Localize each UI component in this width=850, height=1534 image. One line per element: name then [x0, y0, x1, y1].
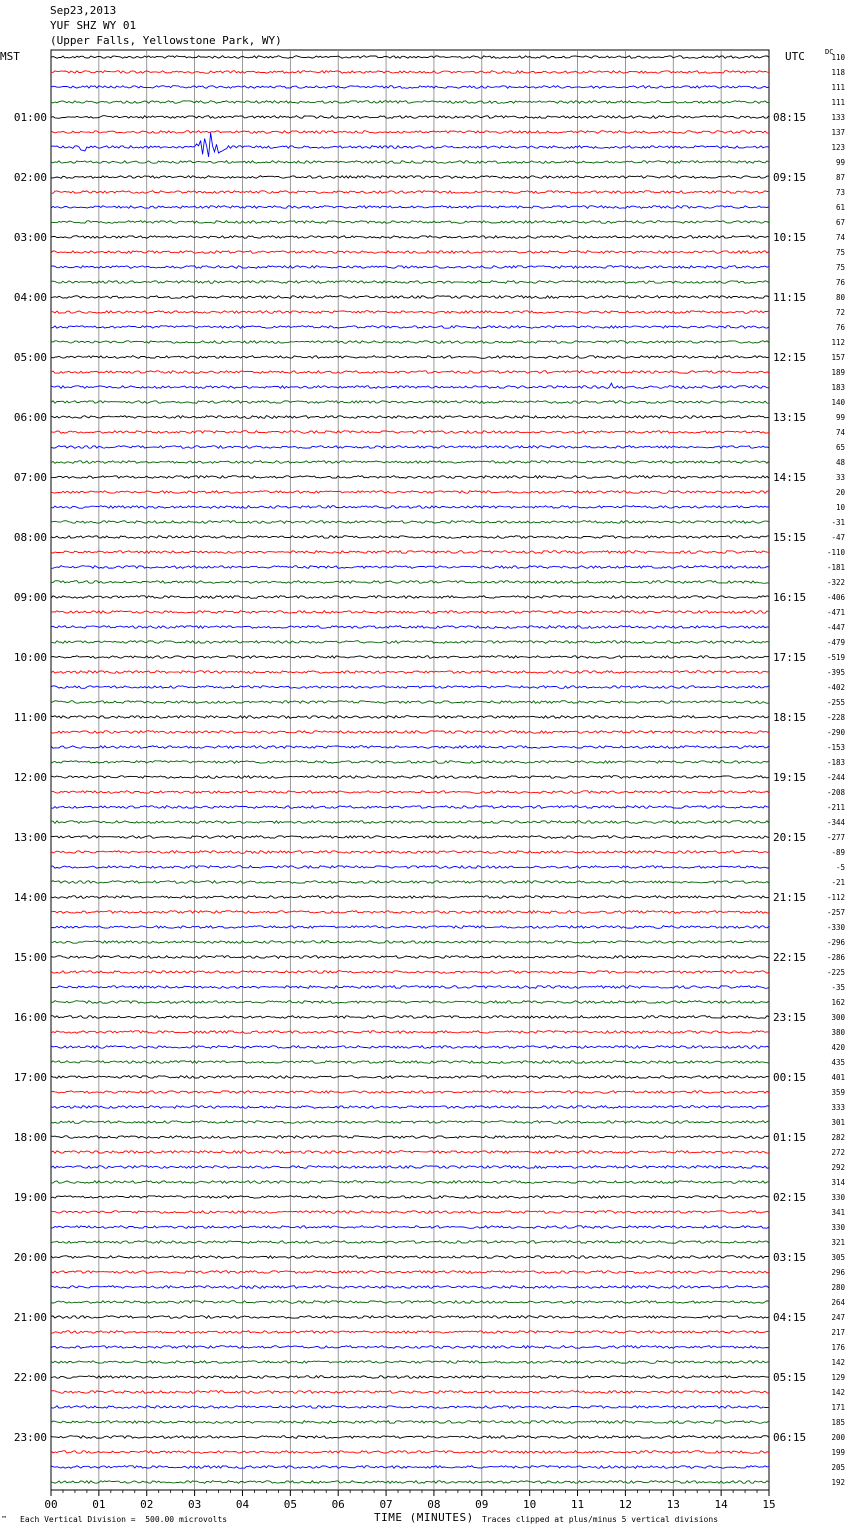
dc-offset-value: 137 — [831, 128, 845, 137]
dc-offset-value: 305 — [831, 1253, 845, 1262]
utc-hour-label: 04:15 — [773, 1311, 807, 1324]
trace-line — [51, 476, 769, 479]
trace-line — [51, 641, 769, 644]
trace-line — [51, 656, 769, 659]
trace-line — [51, 1091, 769, 1094]
dc-offset-header: DC — [825, 48, 834, 56]
trace-line — [51, 836, 769, 839]
local-hour-label: 11:00 — [13, 711, 47, 724]
dc-offset-value: -277 — [826, 833, 845, 842]
trace-line — [51, 1106, 769, 1109]
trace-line — [51, 506, 769, 509]
dc-offset-value: 61 — [835, 203, 845, 212]
dc-offset-value: 247 — [831, 1313, 845, 1322]
trace-line — [51, 1001, 769, 1004]
trace-line — [51, 371, 769, 374]
x-tick-label: 13 — [666, 1498, 680, 1511]
trace-line — [51, 1241, 769, 1244]
trace-line — [51, 161, 769, 164]
dc-offset-value: 359 — [831, 1088, 845, 1097]
dc-offset-value: 20 — [835, 488, 845, 497]
dc-offset-value: 112 — [831, 338, 845, 347]
trace-line — [51, 1181, 769, 1184]
dc-offset-value: -395 — [826, 668, 845, 677]
trace-line — [51, 1376, 769, 1379]
trace-line — [51, 1046, 769, 1049]
dc-offset-value: 75 — [835, 248, 845, 257]
trace-line — [51, 1271, 769, 1274]
logo-mark: ™ — [2, 1515, 7, 1523]
trace-line — [51, 71, 769, 74]
dc-offset-value: 296 — [831, 1268, 845, 1277]
dc-offset-value: -344 — [826, 818, 845, 827]
dc-offset-value: 140 — [831, 398, 845, 407]
dc-offset-value: 280 — [831, 1283, 845, 1292]
trace-line — [51, 236, 769, 239]
trace-line — [51, 281, 769, 284]
local-hour-label: 09:00 — [13, 591, 47, 604]
local-hour-label: 03:00 — [13, 231, 47, 244]
dc-offset-value: -290 — [826, 728, 845, 737]
dc-offset-value: 420 — [831, 1043, 845, 1052]
dc-offset-value: 282 — [831, 1133, 845, 1142]
trace-line — [51, 1481, 769, 1484]
trace-line — [51, 461, 769, 464]
dc-offset-value: 217 — [831, 1328, 845, 1337]
dc-offset-value: -31 — [831, 518, 845, 527]
trace-line — [51, 86, 769, 89]
local-hour-label: 08:00 — [13, 531, 47, 544]
trace-line — [51, 1016, 769, 1019]
dc-offset-value: -447 — [826, 623, 845, 632]
dc-offset-value: -406 — [826, 593, 845, 602]
dc-offset-value: -257 — [826, 908, 845, 917]
local-hour-label: 16:00 — [13, 1011, 47, 1024]
utc-hour-label: 10:15 — [773, 231, 807, 244]
trace-line — [51, 1076, 769, 1079]
dc-offset-value: -211 — [826, 803, 845, 812]
utc-hour-label: 11:15 — [773, 291, 807, 304]
trace-line — [51, 1031, 769, 1034]
trace-line — [51, 356, 769, 359]
dc-offset-value: 200 — [831, 1433, 845, 1442]
x-tick-label: 04 — [235, 1498, 250, 1511]
dc-offset-value: -286 — [826, 953, 845, 962]
local-hour-label: 02:00 — [13, 171, 47, 184]
dc-offset-value: 300 — [831, 1013, 845, 1022]
dc-offset-value: 192 — [831, 1478, 845, 1487]
dc-offset-value: 99 — [835, 158, 845, 167]
local-hour-label: 22:00 — [13, 1371, 47, 1384]
trace-line — [51, 311, 769, 314]
dc-offset-value: 65 — [835, 443, 845, 452]
dc-offset-value: 330 — [831, 1223, 845, 1232]
dc-offset-value: 74 — [835, 428, 845, 437]
local-hour-label: 17:00 — [13, 1071, 47, 1084]
dc-offset-value: 199 — [831, 1448, 845, 1457]
utc-hour-label: 03:15 — [773, 1251, 807, 1264]
dc-offset-value: 330 — [831, 1193, 845, 1202]
trace-line — [51, 1286, 769, 1289]
scale-note: Each Vertical Division = 500.00 microvolts — [20, 1515, 228, 1524]
dc-offset-value: 142 — [831, 1358, 845, 1367]
x-tick-label: 00 — [44, 1498, 58, 1511]
trace-line — [51, 341, 769, 344]
trace-line — [51, 866, 769, 869]
x-tick-label: 01 — [92, 1498, 106, 1511]
trace-line — [51, 326, 769, 329]
trace-line — [51, 581, 769, 584]
station-code: YUF SHZ WY 01 — [50, 19, 137, 32]
dc-offset-value: 48 — [835, 458, 845, 467]
trace-line — [51, 446, 769, 449]
local-hour-label: 05:00 — [13, 351, 47, 364]
dc-offset-value: -89 — [831, 848, 845, 857]
trace-line — [51, 383, 769, 388]
trace-line — [51, 1451, 769, 1454]
dc-offset-value: -402 — [826, 683, 845, 692]
trace-line — [51, 491, 769, 494]
local-hour-label: 04:00 — [13, 291, 47, 304]
trace-line — [51, 731, 769, 734]
utc-hour-label: 00:15 — [773, 1071, 807, 1084]
utc-hour-label: 20:15 — [773, 831, 807, 844]
dc-offset-value: 272 — [831, 1148, 845, 1157]
trace-line — [51, 1136, 769, 1139]
trace-line — [51, 101, 769, 104]
dc-offset-value: -296 — [826, 938, 845, 947]
dc-offset-value: 185 — [831, 1418, 845, 1427]
x-tick-label: 06 — [331, 1498, 345, 1511]
trace-line — [51, 806, 769, 809]
station-location: (Upper Falls, Yellowstone Park, WY) — [50, 34, 282, 47]
dc-offset-value: -255 — [826, 698, 845, 707]
dc-offset-value: 341 — [831, 1208, 845, 1217]
local-hour-label: 06:00 — [13, 411, 47, 424]
dc-offset-value: 171 — [831, 1403, 845, 1412]
trace-line — [51, 1121, 769, 1124]
x-tick-label: 05 — [283, 1498, 297, 1511]
clip-note: Traces clipped at plus/minus 5 vertical divisions — [482, 1515, 719, 1524]
local-hour-label: 01:00 — [13, 111, 47, 124]
trace-line — [51, 596, 769, 599]
dc-offset-value: 133 — [831, 113, 845, 122]
trace-line — [51, 1301, 769, 1304]
x-tick-label: 07 — [379, 1498, 393, 1511]
local-hour-label: 19:00 — [13, 1191, 47, 1204]
trace-line — [51, 1436, 769, 1439]
dc-offset-value: 72 — [835, 308, 845, 317]
trace-line — [51, 1391, 769, 1394]
trace-line — [51, 431, 769, 434]
trace-line — [51, 1316, 769, 1319]
dc-offset-value: 67 — [835, 218, 845, 227]
trace-line — [51, 133, 769, 157]
dc-offset-value: -330 — [826, 923, 845, 932]
dc-offset-value: 76 — [835, 323, 845, 332]
dc-offset-value: 314 — [831, 1178, 845, 1187]
trace-line — [51, 1151, 769, 1154]
dc-offset-value: -244 — [826, 773, 845, 782]
utc-hour-label: 02:15 — [773, 1191, 807, 1204]
local-hour-label: 18:00 — [13, 1131, 47, 1144]
local-hour-label: 12:00 — [13, 771, 47, 784]
dc-offset-value: 264 — [831, 1298, 845, 1307]
trace-line — [51, 1421, 769, 1424]
dc-offset-value: 123 — [831, 143, 845, 152]
trace-line — [51, 791, 769, 794]
dc-offset-value: 380 — [831, 1028, 845, 1037]
dc-offset-value: -479 — [826, 638, 845, 647]
trace-line — [51, 296, 769, 299]
utc-hour-label: 17:15 — [773, 651, 807, 664]
local-hour-label: 15:00 — [13, 951, 47, 964]
dc-offset-value: 183 — [831, 383, 845, 392]
dc-offset-value: -112 — [826, 893, 845, 902]
trace-line — [51, 851, 769, 854]
dc-offset-value: -471 — [826, 608, 845, 617]
x-tick-label: 03 — [187, 1498, 202, 1511]
trace-line — [51, 1256, 769, 1259]
trace-line — [51, 761, 769, 764]
local-hour-label: 20:00 — [13, 1251, 47, 1264]
dc-offset-value: 111 — [831, 83, 845, 92]
dc-offset-value: 321 — [831, 1238, 845, 1247]
trace-line — [51, 1406, 769, 1409]
utc-hour-label: 23:15 — [773, 1011, 807, 1024]
trace-line — [51, 1331, 769, 1334]
trace-line — [51, 776, 769, 779]
utc-hour-label: 13:15 — [773, 411, 807, 424]
dc-offset-value: 435 — [831, 1058, 845, 1067]
utc-hour-label: 21:15 — [773, 891, 807, 904]
utc-timezone-label: UTC — [785, 50, 805, 63]
trace-line — [51, 746, 769, 749]
dc-offset-value: 111 — [831, 98, 845, 107]
trace-line — [51, 416, 769, 419]
dc-offset-value: 80 — [835, 293, 845, 302]
local-hour-label: 10:00 — [13, 651, 47, 664]
dc-offset-value: -110 — [826, 548, 845, 557]
trace-line — [51, 1466, 769, 1469]
dc-offset-value: -47 — [831, 533, 845, 542]
trace-line — [51, 521, 769, 524]
x-tick-label: 02 — [140, 1498, 154, 1511]
trace-line — [51, 821, 769, 824]
trace-line — [51, 206, 769, 209]
trace-line — [51, 896, 769, 899]
dc-offset-value: -228 — [826, 713, 845, 722]
x-tick-label: 15 — [762, 1498, 776, 1511]
trace-line — [51, 401, 769, 404]
dc-offset-value: -181 — [826, 563, 845, 572]
trace-line — [51, 1166, 769, 1169]
trace-line — [51, 626, 769, 629]
trace-line — [51, 251, 769, 254]
dc-offset-value: 129 — [831, 1373, 845, 1382]
trace-line — [51, 686, 769, 689]
trace-line — [51, 701, 769, 704]
trace-line — [51, 986, 769, 989]
dc-offset-value: -183 — [826, 758, 845, 767]
trace-line — [51, 176, 769, 179]
trace-line — [51, 971, 769, 974]
dc-offset-value: 205 — [831, 1463, 845, 1472]
dc-offset-value: 10 — [835, 503, 845, 512]
dc-offset-value: -5 — [835, 863, 845, 872]
trace-line — [51, 1211, 769, 1214]
dc-offset-value: 87 — [835, 173, 845, 182]
dc-offset-value: 74 — [835, 233, 845, 242]
dc-offset-value: 142 — [831, 1388, 845, 1397]
trace-line — [51, 1061, 769, 1064]
trace-line — [51, 881, 769, 884]
trace-line — [51, 926, 769, 929]
local-timezone-label: MST — [0, 50, 20, 63]
local-hour-label: 13:00 — [13, 831, 47, 844]
utc-hour-label: 09:15 — [773, 171, 807, 184]
x-tick-label: 11 — [570, 1498, 585, 1511]
dc-offset-value: -21 — [831, 878, 845, 887]
trace-line — [51, 191, 769, 194]
dc-offset-value: 118 — [831, 68, 845, 77]
dc-offset-value: 110 — [831, 53, 845, 62]
trace-line — [51, 671, 769, 674]
utc-hour-label: 16:15 — [773, 591, 807, 604]
local-hour-label: 21:00 — [13, 1311, 47, 1324]
trace-line — [51, 941, 769, 944]
dc-offset-value: -322 — [826, 578, 845, 587]
trace-line — [51, 1196, 769, 1199]
dc-offset-value: 401 — [831, 1073, 845, 1082]
utc-hour-label: 12:15 — [773, 351, 807, 364]
trace-line — [51, 1361, 769, 1364]
dc-offset-value: 157 — [831, 353, 845, 362]
trace-line — [51, 266, 769, 269]
trace-line — [51, 911, 769, 914]
x-tick-label: 12 — [618, 1498, 633, 1511]
dc-offset-value: 76 — [835, 278, 845, 287]
trace-line — [51, 1226, 769, 1229]
dc-offset-value: -153 — [826, 743, 845, 752]
utc-hour-label: 14:15 — [773, 471, 807, 484]
x-tick-label: 10 — [523, 1498, 537, 1511]
dc-offset-value: -519 — [826, 653, 845, 662]
utc-hour-label: 18:15 — [773, 711, 807, 724]
trace-line — [51, 131, 769, 134]
utc-hour-label: 22:15 — [773, 951, 807, 964]
dc-offset-value: -208 — [826, 788, 845, 797]
local-hour-label: 07:00 — [13, 471, 47, 484]
trace-line — [51, 221, 769, 224]
utc-hour-label: 05:15 — [773, 1371, 807, 1384]
trace-line — [51, 116, 769, 119]
utc-hour-label: 19:15 — [773, 771, 807, 784]
trace-line — [51, 611, 769, 614]
trace-line — [51, 566, 769, 569]
dc-offset-value: 99 — [835, 413, 845, 422]
local-hour-label: 23:00 — [13, 1431, 47, 1444]
dc-offset-value: -225 — [826, 968, 845, 977]
utc-hour-label: 15:15 — [773, 531, 807, 544]
utc-hour-label: 06:15 — [773, 1431, 807, 1444]
dc-offset-value: 162 — [831, 998, 845, 1007]
dc-offset-value: 75 — [835, 263, 845, 272]
dc-offset-value: 292 — [831, 1163, 845, 1172]
dc-offset-value: 73 — [835, 188, 845, 197]
x-tick-label: 09 — [475, 1498, 489, 1511]
dc-offset-value: -35 — [831, 983, 845, 992]
trace-line — [51, 956, 769, 959]
utc-hour-label: 01:15 — [773, 1131, 807, 1144]
x-tick-label: 14 — [714, 1498, 728, 1511]
dc-offset-value: 189 — [831, 368, 845, 377]
dc-offset-value: 333 — [831, 1103, 845, 1112]
dc-offset-value: 33 — [835, 473, 845, 482]
trace-line — [51, 1346, 769, 1349]
local-hour-label: 14:00 — [13, 891, 47, 904]
x-axis-title: TIME (MINUTES) — [374, 1511, 474, 1524]
chart-date: Sep23,2013 — [50, 4, 117, 17]
dc-offset-value: 176 — [831, 1343, 845, 1352]
trace-line — [51, 551, 769, 554]
trace-line — [51, 536, 769, 539]
trace-line — [51, 716, 769, 719]
x-tick-label: 08 — [427, 1498, 441, 1511]
utc-hour-label: 08:15 — [773, 111, 807, 124]
dc-offset-value: 301 — [831, 1118, 845, 1127]
trace-line — [51, 56, 769, 59]
